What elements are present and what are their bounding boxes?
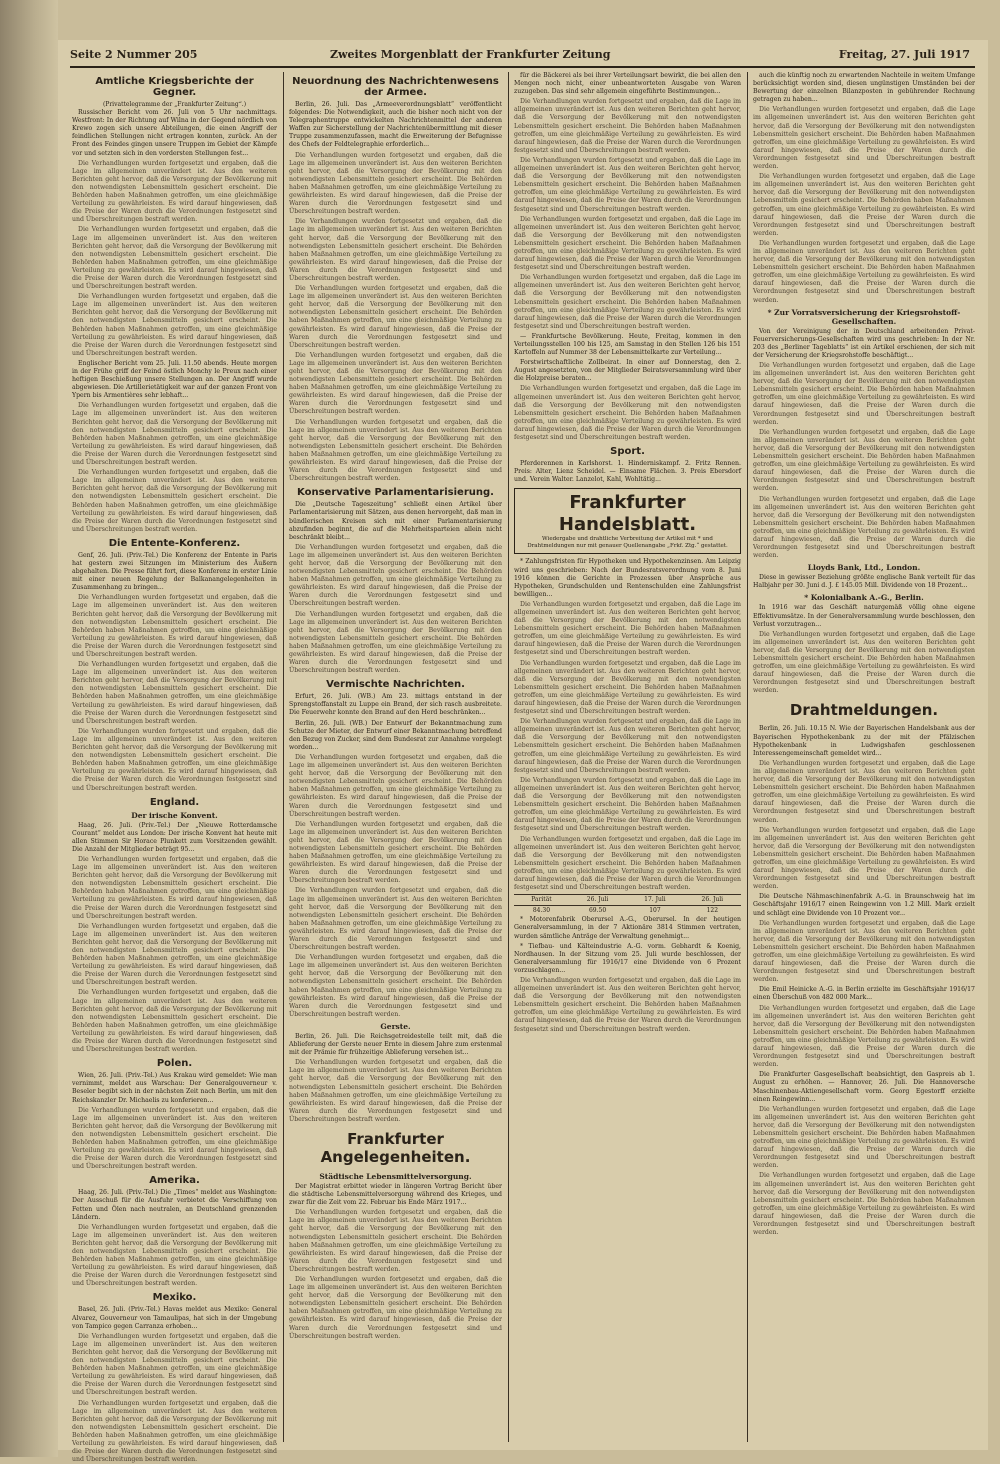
- article-paragraph: * Tiefbau- und Kälteindustrie A.-G. vorm. Gebhardt & Koenig, Nordhausen. In der Sitzung vom 25. Juli wurde beschlossen, der Generalversammlung für 1916/17 eine Dividende von 6 Prozent vorzuschlagen...: [514, 943, 741, 975]
- filler-paragraph: Die Verhandlungen wurden fortgesetzt und ergaben, daß die Lage im allgemeinen unverändert ist. Aus den weiteren Berichten geht hervor, daß die Versorgung der Bevölkerung mit den notwendigsten Lebensmitteln gesichert erscheint. Die Behörden haben Maßnahmen getroffen, um eine gleichmäßige Verteilung zu gewährleisten. Es wird darauf hingewiesen, daß die Preise der Waren durch die Verordnungen festgesetzt sind und Überschreitungen bestraft werden.: [289, 152, 502, 217]
- filler-paragraph: Die Verhandlungen wurden fortgesetzt und ergaben, daß die Lage im allgemeinen unverändert ist. Aus den weiteren Berichten geht hervor, daß die Versorgung der Bevölkerung mit den notwendigsten Lebensmitteln gesichert erscheint. Die Behörden haben Maßnahmen getroffen, um eine gleichmäßige Verteilung zu gewährleisten. Es wird darauf hingewiesen, daß die Preise der Waren durch die Verordnungen festgesetzt sind und Überschreitungen bestraft werden.: [514, 660, 741, 717]
- filler-paragraph: Die Verhandlungen wurden fortgesetzt und ergaben, daß die Lage im allgemeinen unverändert ist. Aus den weiteren Berichten geht hervor, daß die Versorgung der Bevölkerung mit den notwendigsten Lebensmitteln gesichert erscheint. Die Behörden haben Maßnahmen getroffen, um eine gleichmäßige Verteilung zu gewährleisten. Es wird darauf hingewiesen, daß die Preise der Waren durch die Verordnungen festgesetzt sind und Überschreitungen bestraft werden.: [289, 352, 502, 417]
- column-2: [289, 72, 502, 1442]
- table-header-cell: 26. Juli: [569, 895, 626, 906]
- section-heading: Polen.: [72, 1058, 277, 1069]
- filler-paragraph: Die Verhandlungen wurden fortgesetzt und ergaben, daß die Lage im allgemeinen unverändert ist. Aus den weiteren Berichten geht hervor, daß die Versorgung der Bevölkerung mit den notwendigsten Lebensmitteln gesichert erscheint. Die Behörden haben Maßnahmen getroffen, um eine gleichmäßige Verteilung zu gewährleisten. Es wird darauf hingewiesen, daß die Preise der Waren durch die Verordnungen festgesetzt sind und Überschreitungen bestraft werden.: [289, 954, 502, 1019]
- table-row: [514, 895, 741, 906]
- section-heading: Amtliche Kriegsberichte der Gegner.: [72, 76, 277, 98]
- column-divider: [508, 72, 509, 1442]
- article-paragraph: Berlin, 26. Juli. 10.15 N. Wie der Bayerischen Handelsbank aus der Bayerischen Hypothekenbank zu der mit der Pfälzischen Hypothekenbank in Ludwigshafen geschlossenen Interessengemeinschaft gemeldet wird...: [753, 725, 975, 757]
- filler-paragraph: Die Verhandlungen wurden fortgesetzt und ergaben, daß die Lage im allgemeinen unverändert ist. Aus den weiteren Berichten geht hervor, daß die Versorgung der Bevölkerung mit den notwendigsten Lebensmitteln gesichert erscheint. Die Behörden haben Maßnahmen getroffen, um eine gleichmäßige Verteilung zu gewährleisten. Es wird darauf hingewiesen, daß die Preise der Waren durch die Verordnungen festgesetzt sind und Überschreitungen bestraft werden.: [289, 544, 502, 609]
- article-paragraph: Basel, 26. Juli. (Priv.-Tel.) Havas meldet aus Mexiko: General Alvarez, Gouverneur von Tamaulipas, hat sich in der Umgebung von Tampico gegen Carranza erhoben...: [72, 1306, 277, 1330]
- filler-paragraph: Die Verhandlungen wurden fortgesetzt und ergaben, daß die Lage im allgemeinen unverändert ist. Aus den weiteren Berichten geht hervor, daß die Versorgung der Bevölkerung mit den notwendigsten Lebensmitteln gesichert erscheint. Die Behörden haben Maßnahmen getroffen, um eine gleichmäßige Verteilung zu gewährleisten. Es wird darauf hingewiesen, daß die Preise der Waren durch die Verordnungen festgesetzt sind und Überschreitungen bestraft werden.: [753, 1106, 975, 1171]
- article-paragraph: * Zahlungsfristen für Hypotheken und Hypothekenzinsen. Am Leipzig wird uns geschrieben: Nach der Bundesratsverordnung vom 8. Juni 1916 können die Gerichte in Prozessen über Ansprüche aus Hypotheken, Grundschulden und Rentenschulden eine Zahlungsfrist bewilligen...: [514, 558, 741, 598]
- filler-paragraph: Die Verhandlungen wurden fortgesetzt und ergaben, daß die Lage im allgemeinen unverändert ist. Aus den weiteren Berichten geht hervor, daß die Versorgung der Bevölkerung mit den notwendigsten Lebensmitteln gesichert erscheint. Die Behörden haben Maßnahmen getroffen, um eine gleichmäßige Verteilung zu gewährleisten. Es wird darauf hingewiesen, daß die Preise der Waren durch die Verordnungen festgesetzt sind und Überschreitungen bestraft werden.: [289, 1276, 502, 1341]
- filler-paragraph: Die Verhandlungen wurden fortgesetzt und ergaben, daß die Lage im allgemeinen unverändert ist. Aus den weiteren Berichten geht hervor, daß die Versorgung der Bevölkerung mit den notwendigsten Lebensmitteln gesichert erscheint. Die Behörden haben Maßnahmen getroffen, um eine gleichmäßige Verteilung zu gewährleisten. Es wird darauf hingewiesen, daß die Preise der Waren durch die Verordnungen festgesetzt sind und Überschreitungen bestraft werden.: [72, 1107, 277, 1172]
- filler-paragraph: Die Verhandlungen wurden fortgesetzt und ergaben, daß die Lage im allgemeinen unverändert ist. Aus den weiteren Berichten geht hervor, daß die Versorgung der Bevölkerung mit den notwendigsten Lebensmitteln gesichert erscheint. Die Behörden haben Maßnahmen getroffen, um eine gleichmäßige Verteilung zu gewährleisten. Es wird darauf hingewiesen, daß die Preise der Waren durch die Verordnungen festgesetzt sind und Überschreitungen bestraft werden.: [753, 240, 975, 305]
- filler-paragraph: Die Verhandlungen wurden fortgesetzt und ergaben, daß die Lage im allgemeinen unverändert ist. Aus den weiteren Berichten geht hervor, daß die Versorgung der Bevölkerung mit den notwendigsten Lebensmitteln gesichert erscheint. Die Behörden haben Maßnahmen getroffen, um eine gleichmäßige Verteilung zu gewährleisten. Es wird darauf hingewiesen, daß die Preise der Waren durch die Verordnungen festgesetzt sind und Überschreitungen bestraft werden.: [72, 1333, 277, 1398]
- table-cell: 69.50: [569, 906, 626, 917]
- handelsblatt-masthead: [514, 488, 741, 554]
- page-header: [70, 48, 970, 64]
- column-divider: [283, 72, 284, 1442]
- filler-paragraph: Die Verhandlungen wurden fortgesetzt und ergaben, daß die Lage im allgemeinen unverändert ist. Aus den weiteren Berichten geht hervor, daß die Versorgung der Bevölkerung mit den notwendigsten Lebensmitteln gesichert erscheint. Die Behörden haben Maßnahmen getroffen, um eine gleichmäßige Verteilung zu gewährleisten. Es wird darauf hingewiesen, daß die Preise der Waren durch die Verordnungen festgesetzt sind und Überschreitungen bestraft werden.: [753, 362, 975, 427]
- article-paragraph: Wien, 26. Juli. (Priv.-Tel.) Aus Krakau wird gemeldet: Wie man vernimmt, meldet aus Warschau: Der Generalgouverneur v. Beseler begibt sich in der nächsten Zeit nach Berlin, um mit den Reichskanzler Dr. Michaelis zu konferieren...: [72, 1072, 277, 1104]
- table-header-cell: 17. Juli: [626, 895, 683, 906]
- article-paragraph: Die „Deutsche Tageszeitung“ schließt einen Artikel über Parlamentarisierung mit Sätzen, aus denen hervorgeht, daß man in bündlerischen Kreisen sich mit einer Parlamentarisierung abzufinden beginnt, die auf die Mehrheitsparteien allein nicht beschränkt bleibt...: [289, 501, 502, 541]
- filler-paragraph: Die Verhandlungen wurden fortgesetzt und ergaben, daß die Lage im allgemeinen unverändert ist. Aus den weiteren Berichten geht hervor, daß die Versorgung der Bevölkerung mit den notwendigsten Lebensmitteln gesichert erscheint. Die Behörden haben Maßnahmen getroffen, um eine gleichmäßige Verteilung zu gewährleisten. Es wird darauf hingewiesen, daß die Preise der Waren durch die Verordnungen festgesetzt sind und Überschreitungen bestraft werden.: [289, 1059, 502, 1124]
- table-cell: 122: [684, 906, 741, 917]
- filler-paragraph: Die Verhandlungen wurden fortgesetzt und ergaben, daß die Lage im allgemeinen unverändert ist. Aus den weiteren Berichten geht hervor, daß die Versorgung der Bevölkerung mit den notwendigsten Lebensmitteln gesichert erscheint. Die Behörden haben Maßnahmen getroffen, um eine gleichmäßige Verteilung zu gewährleisten. Es wird darauf hingewiesen, daß die Preise der Waren durch die Verordnungen festgesetzt sind und Überschreitungen bestraft werden.: [753, 827, 975, 892]
- filler-paragraph: Die Verhandlungen wurden fortgesetzt und ergaben, daß die Lage im allgemeinen unverändert ist. Aus den weiteren Berichten geht hervor, daß die Versorgung der Bevölkerung mit den notwendigsten Lebensmitteln gesichert erscheint. Die Behörden haben Maßnahmen getroffen, um eine gleichmäßige Verteilung zu gewährleisten. Es wird darauf hingewiesen, daß die Preise der Waren durch die Verordnungen festgesetzt sind und Überschreitungen bestraft werden.: [753, 173, 975, 238]
- article-paragraph: auch die künftig noch zu erwartenden Nachteile in weitem Umfange berücksichtigt worden sind, diesen ungünstigen Umständen bei der Bewertung der einzelnen Bilanzposten in gebührender Rechnung getragen zu haben...: [753, 72, 975, 104]
- filler-paragraph: Die Verhandlungen wurden fortgesetzt und ergaben, daß die Lage im allgemeinen unverändert ist. Aus den weiteren Berichten geht hervor, daß die Versorgung der Bevölkerung mit den notwendigsten Lebensmitteln gesichert erscheint. Die Behörden haben Maßnahmen getroffen, um eine gleichmäßige Verteilung zu gewährleisten. Es wird darauf hingewiesen, daß die Preise der Waren durch die Verordnungen festgesetzt sind und Überschreitungen bestraft werden.: [753, 1005, 975, 1070]
- section-subheading: (Privattelegramme der „Frankfurter Zeitung“.): [72, 101, 277, 109]
- page-number: Seite 2 Nummer 205: [70, 48, 197, 61]
- article-paragraph: Haag, 26. Juli. (Priv.-Tel.) Die „Times“ meldet aus Washington: Der Ausschuß für die Ausfuhr verbietet die Verschiffung von Fetten und Ölen nach neutralen, an Deutschland grenzenden Ländern.: [72, 1189, 277, 1221]
- filler-paragraph: Die Verhandlungen wurden fortgesetzt und ergaben, daß die Lage im allgemeinen unverändert ist. Aus den weiteren Berichten geht hervor, daß die Versorgung der Bevölkerung mit den notwendigsten Lebensmitteln gesichert erscheint. Die Behörden haben Maßnahmen getroffen, um eine gleichmäßige Verteilung zu gewährleisten. Es wird darauf hingewiesen, daß die Preise der Waren durch die Verordnungen festgesetzt sind und Überschreitungen bestraft werden.: [289, 821, 502, 886]
- filler-paragraph: Die Verhandlungen wurden fortgesetzt und ergaben, daß die Lage im allgemeinen unverändert ist. Aus den weiteren Berichten geht hervor, daß die Versorgung der Bevölkerung mit den notwendigsten Lebensmitteln gesichert erscheint. Die Behörden haben Maßnahmen getroffen, um eine gleichmäßige Verteilung zu gewährleisten. Es wird darauf hingewiesen, daß die Preise der Waren durch die Verordnungen festgesetzt sind und Überschreitungen bestraft werden.: [514, 274, 741, 331]
- section-heading: Neuordnung des Nachrichtenwesens der Armee.: [289, 76, 502, 98]
- section-heading: Vermischte Nachrichten.: [289, 679, 502, 690]
- article-paragraph: Die Frankfurter Gasgesellschaft beabsichtigt, den Gaspreis ab 1. August zu erhöhen. — Hannover, 26. Juli. Die Hannoversche Maschinenbau-Aktiengesellschaft vorm. Georg Egestorff erzielte einen Reingewinn...: [753, 1071, 975, 1103]
- filler-paragraph: Die Verhandlungen wurden fortgesetzt und ergaben, daß die Lage im allgemeinen unverändert ist. Aus den weiteren Berichten geht hervor, daß die Versorgung der Bevölkerung mit den notwendigsten Lebensmitteln gesichert erscheint. Die Behörden haben Maßnahmen getroffen, um eine gleichmäßige Verteilung zu gewährleisten. Es wird darauf hingewiesen, daß die Preise der Waren durch die Verordnungen festgesetzt sind und Überschreitungen bestraft werden.: [514, 718, 741, 775]
- table-header-cell: 26. Juli: [684, 895, 741, 906]
- filler-paragraph: Die Verhandlungen wurden fortgesetzt und ergaben, daß die Lage im allgemeinen unverändert ist. Aus den weiteren Berichten geht hervor, daß die Versorgung der Bevölkerung mit den notwendigsten Lebensmitteln gesichert erscheint. Die Behörden haben Maßnahmen getroffen, um eine gleichmäßige Verteilung zu gewährleisten. Es wird darauf hingewiesen, daß die Preise der Waren durch die Verordnungen festgesetzt sind und Überschreitungen bestraft werden.: [72, 402, 277, 467]
- article-paragraph: Berlin, 26. Juli. (WB.) Der Entwurf der Bekanntmachung zum Schutze der Mieter, der Entwurf einer Bekanntmachung betreffend den Bezug von Zucker, sind dem Bundesrat zur Annahme vorgelegt worden...: [289, 720, 502, 752]
- filler-paragraph: Die Verhandlungen wurden fortgesetzt und ergaben, daß die Lage im allgemeinen unverändert ist. Aus den weiteren Berichten geht hervor, daß die Versorgung der Bevölkerung mit den notwendigsten Lebensmitteln gesichert erscheint. Die Behörden haben Maßnahmen getroffen, um eine gleichmäßige Verteilung zu gewährleisten. Es wird darauf hingewiesen, daß die Preise der Waren durch die Verordnungen festgesetzt sind und Überschreitungen bestraft werden.: [289, 754, 502, 819]
- header-rule: [70, 66, 975, 68]
- section-subheading: Der irische Konvent.: [72, 811, 277, 820]
- filler-paragraph: Die Verhandlungen wurden fortgesetzt und ergaben, daß die Lage im allgemeinen unverändert ist. Aus den weiteren Berichten geht hervor, daß die Versorgung der Bevölkerung mit den notwendigsten Lebensmitteln gesichert erscheint. Die Behörden haben Maßnahmen getroffen, um eine gleichmäßige Verteilung zu gewährleisten. Es wird darauf hingewiesen, daß die Preise der Waren durch die Verordnungen festgesetzt sind und Überschreitungen bestraft werden.: [72, 160, 277, 225]
- filler-paragraph: Die Verhandlungen wurden fortgesetzt und ergaben, daß die Lage im allgemeinen unverändert ist. Aus den weiteren Berichten geht hervor, daß die Versorgung der Bevölkerung mit den notwendigsten Lebensmitteln gesichert erscheint. Die Behörden haben Maßnahmen getroffen, um eine gleichmäßige Verteilung zu gewährleisten. Es wird darauf hingewiesen, daß die Preise der Waren durch die Verordnungen festgesetzt sind und Überschreitungen bestraft werden.: [72, 989, 277, 1054]
- filler-paragraph: Die Verhandlungen wurden fortgesetzt und ergaben, daß die Lage im allgemeinen unverändert ist. Aus den weiteren Berichten geht hervor, daß die Versorgung der Bevölkerung mit den notwendigsten Lebensmitteln gesichert erscheint. Die Behörden haben Maßnahmen getroffen, um eine gleichmäßige Verteilung zu gewährleisten. Es wird darauf hingewiesen, daß die Preise der Waren durch die Verordnungen festgesetzt sind und Überschreitungen bestraft werden.: [753, 429, 975, 494]
- filler-paragraph: Die Verhandlungen wurden fortgesetzt und ergaben, daß die Lage im allgemeinen unverändert ist. Aus den weiteren Berichten geht hervor, daß die Versorgung der Bevölkerung mit den notwendigsten Lebensmitteln gesichert erscheint. Die Behörden haben Maßnahmen getroffen, um eine gleichmäßige Verteilung zu gewährleisten. Es wird darauf hingewiesen, daß die Preise der Waren durch die Verordnungen festgesetzt sind und Überschreitungen bestraft werden.: [753, 496, 975, 561]
- article-paragraph: Erfurt, 26. Juli. (WB.) Am 23. mittags entstand in der Sprengstoffanstalt zu Luppe ein Brand, der sich rasch ausbreitete. Die Feuerwehr konnte den Brand auf den Herd beschränken...: [289, 693, 502, 717]
- article-paragraph: Berlin, 26. Juli. Die Reichsgetreidestelle teilt mit, daß die Ablieferung der Gerste neuer Ernte in diesem Jahre zum erstenmal mit der Prämie für frühzeitige Ablieferung versehen ist...: [289, 1033, 502, 1057]
- article-paragraph: Berlin, 26. Juli. Das „Armeeverordnungsblatt“ veröffentlicht folgendes: Die Notwendigkeit, auch die bisher noch nicht von der Telegraphentruppe entwickelten Nachrichtenmittel der anderen Waffen zur Sicherstellung der Nachrichtenübermittlung mit dieser Truppe zusammenzufassen, macht die Erweiterung der Befugnisse des Chefs der Feldtelegraphie erforderlich...: [289, 101, 502, 150]
- paper-edition: Zweites Morgenblatt der Frankfurter Zeitung: [330, 48, 610, 61]
- section-subheading: Städtische Lebensmittelversorgung.: [289, 1172, 502, 1181]
- table-row: [514, 906, 741, 917]
- article-paragraph: Die Emil Heinicke A.-G. in Berlin erzielte im Geschäftsjahr 1916/17 einen Überschuß von 482 000 Mark...: [753, 986, 975, 1002]
- column-3: [514, 72, 741, 1442]
- handelsblatt-notice: Wiedergabe und drahtliche Verbreitung der Artikel mit * und Drahtmeldungen nur mit genauer Quellenangabe „Frkf. Ztg.“ gestattet.: [518, 536, 737, 550]
- column-4: [753, 72, 975, 1442]
- filler-paragraph: Die Verhandlungen wurden fortgesetzt und ergaben, daß die Lage im allgemeinen unverändert ist. Aus den weiteren Berichten geht hervor, daß die Versorgung der Bevölkerung mit den notwendigsten Lebensmitteln gesichert erscheint. Die Behörden haben Maßnahmen getroffen, um eine gleichmäßige Verteilung zu gewährleisten. Es wird darauf hingewiesen, daß die Preise der Waren durch die Verordnungen festgesetzt sind und Überschreitungen bestraft werden.: [514, 216, 741, 273]
- section-subheading: * Zur Vorratsversicherung der Kriegsrohstoff-Gesellschaften.: [753, 308, 975, 326]
- filler-paragraph: Die Verhandlungen wurden fortgesetzt und ergaben, daß die Lage im allgemeinen unverändert ist. Aus den weiteren Berichten geht hervor, daß die Versorgung der Bevölkerung mit den notwendigsten Lebensmitteln gesichert erscheint. Die Behörden haben Maßnahmen getroffen, um eine gleichmäßige Verteilung zu gewährleisten. Es wird darauf hingewiesen, daß die Preise der Waren durch die Verordnungen festgesetzt sind und Überschreitungen bestraft werden.: [514, 836, 741, 893]
- article-paragraph: Russischer Bericht vom 26. Juli von 5 Uhr nachmittags. Westfront: In der Richtung auf Wilna in der Gegend nördlich von Krewo zogen sich unsere Abteilungen, die einen Angriff der feindlichen Stellungen nicht ertragen konnten, zurück. An der Front des Feindes gingen unsere Truppen im Gebiet der Kämpfe vor und setzten sich in den vordersten Stellungen fest...: [72, 109, 277, 158]
- filler-paragraph: Die Verhandlungen wurden fortgesetzt und ergaben, daß die Lage im allgemeinen unverändert ist. Aus den weiteren Berichten geht hervor, daß die Versorgung der Bevölkerung mit den notwendigsten Lebensmitteln gesichert erscheint. Die Behörden haben Maßnahmen getroffen, um eine gleichmäßige Verteilung zu gewährleisten. Es wird darauf hingewiesen, daß die Preise der Waren durch die Verordnungen festgesetzt sind und Überschreitungen bestraft werden.: [289, 285, 502, 350]
- article-paragraph: Der Magistrat erbittet wieder in längeren Vortrag Bericht über die städtische Lebensmittelversorgung während des Krieges, und zwar für die Zeit vom 22. Februar bis Ende März 1917...: [289, 1183, 502, 1207]
- table-cell: 107: [626, 906, 683, 917]
- article-paragraph: Genf, 26. Juli. (Priv.-Tel.) Die Konferenz der Entente in Paris hat gestern zwei Sitzungen im Ministerium des Äußern abgehalten. Die Presse führt fort, diese Konferenz in erster Linie mit einer neuen Regelung der Balkanangelegenheiten in Zusammenhang zu bringen...: [72, 552, 277, 592]
- article-paragraph: * Motorenfabrik Oberursel A.-G., Oberursel. In der heutigen Generalversammlung, in der 7 Aktionäre 3814 Stimmen vertraten, wurden sämtliche Anträge der Verwaltung genehmigt...: [514, 916, 741, 940]
- book-spine-edge: [0, 0, 58, 1457]
- article-paragraph: — Frankfurtsche Bevölkerung. Heute, Freitag, kommen in den Verteilungsstellen 100 bis 125, am Samstag in den Stellen 126 bis 151 Kartoffeln auf Nummer 38 der Lebensmittelkarte zur Verteilung...: [514, 333, 741, 357]
- table-cell: 84.30: [514, 906, 569, 917]
- article-paragraph: Englischer Bericht vom 25. Juli. 11.50 abends. Heute morgen in der Frühe griff der Feind östlich Monchy le Preux nach einer heftigen Beschießung unsere Stellungen an. Der Angriff wurde abgewiesen. Die Artillerietätigkeit war auf der ganzen Front von Ypern bis Armentières sehr lebhaft...: [72, 360, 277, 400]
- table-header-cell: Parität: [514, 895, 569, 906]
- section-heading: Drahtmeldungen.: [753, 701, 975, 719]
- filler-paragraph: Die Verhandlungen wurden fortgesetzt und ergaben, daß die Lage im allgemeinen unverändert ist. Aus den weiteren Berichten geht hervor, daß die Versorgung der Bevölkerung mit den notwendigsten Lebensmitteln gesichert erscheint. Die Behörden haben Maßnahmen getroffen, um eine gleichmäßige Verteilung zu gewährleisten. Es wird darauf hingewiesen, daß die Preise der Waren durch die Verordnungen festgesetzt sind und Überschreitungen bestraft werden.: [753, 631, 975, 696]
- article-paragraph: In 1916 war das Geschäft naturgemäß völlig ohne eigene Effektivumsätze. In der Generalversammlung wurde beschlossen, den Verlust vorzutragen...: [753, 604, 975, 628]
- filler-paragraph: Die Verhandlungen wurden fortgesetzt und ergaben, daß die Lage im allgemeinen unverändert ist. Aus den weiteren Berichten geht hervor, daß die Versorgung der Bevölkerung mit den notwendigsten Lebensmitteln gesichert erscheint. Die Behörden haben Maßnahmen getroffen, um eine gleichmäßige Verteilung zu gewährleisten. Es wird darauf hingewiesen, daß die Preise der Waren durch die Verordnungen festgesetzt sind und Überschreitungen bestraft werden.: [72, 856, 277, 921]
- filler-paragraph: Die Verhandlungen wurden fortgesetzt und ergaben, daß die Lage im allgemeinen unverändert ist. Aus den weiteren Berichten geht hervor, daß die Versorgung der Bevölkerung mit den notwendigsten Lebensmitteln gesichert erscheint. Die Behörden haben Maßnahmen getroffen, um eine gleichmäßige Verteilung zu gewährleisten. Es wird darauf hingewiesen, daß die Preise der Waren durch die Verordnungen festgesetzt sind und Überschreitungen bestraft werden.: [289, 887, 502, 952]
- filler-paragraph: Die Verhandlungen wurden fortgesetzt und ergaben, daß die Lage im allgemeinen unverändert ist. Aus den weiteren Berichten geht hervor, daß die Versorgung der Bevölkerung mit den notwendigsten Lebensmitteln gesichert erscheint. Die Behörden haben Maßnahmen getroffen, um eine gleichmäßige Verteilung zu gewährleisten. Es wird darauf hingewiesen, daß die Preise der Waren durch die Verordnungen festgesetzt sind und Überschreitungen bestraft werden.: [753, 106, 975, 171]
- filler-paragraph: Die Verhandlungen wurden fortgesetzt und ergaben, daß die Lage im allgemeinen unverändert ist. Aus den weiteren Berichten geht hervor, daß die Versorgung der Bevölkerung mit den notwendigsten Lebensmitteln gesichert erscheint. Die Behörden haben Maßnahmen getroffen, um eine gleichmäßige Verteilung zu gewährleisten. Es wird darauf hingewiesen, daß die Preise der Waren durch die Verordnungen festgesetzt sind und Überschreitungen bestraft werden.: [514, 385, 741, 442]
- filler-paragraph: Die Verhandlungen wurden fortgesetzt und ergaben, daß die Lage im allgemeinen unverändert ist. Aus den weiteren Berichten geht hervor, daß die Versorgung der Bevölkerung mit den notwendigsten Lebensmitteln gesichert erscheint. Die Behörden haben Maßnahmen getroffen, um eine gleichmäßige Verteilung zu gewährleisten. Es wird darauf hingewiesen, daß die Preise der Waren durch die Verordnungen festgesetzt sind und Überschreitungen bestraft werden.: [753, 760, 975, 825]
- filler-paragraph: Die Verhandlungen wurden fortgesetzt und ergaben, daß die Lage im allgemeinen unverändert ist. Aus den weiteren Berichten geht hervor, daß die Versorgung der Bevölkerung mit den notwendigsten Lebensmitteln gesichert erscheint. Die Behörden haben Maßnahmen getroffen, um eine gleichmäßige Verteilung zu gewährleisten. Es wird darauf hingewiesen, daß die Preise der Waren durch die Verordnungen festgesetzt sind und Überschreitungen bestraft werden.: [72, 923, 277, 988]
- filler-paragraph: Die Verhandlungen wurden fortgesetzt und ergaben, daß die Lage im allgemeinen unverändert ist. Aus den weiteren Berichten geht hervor, daß die Versorgung der Bevölkerung mit den notwendigsten Lebensmitteln gesichert erscheint. Die Behörden haben Maßnahmen getroffen, um eine gleichmäßige Verteilung zu gewährleisten. Es wird darauf hingewiesen, daß die Preise der Waren durch die Verordnungen festgesetzt sind und Überschreitungen bestraft werden.: [72, 728, 277, 793]
- section-heading: Die Entente-Konferenz.: [72, 538, 277, 549]
- filler-paragraph: Die Verhandlungen wurden fortgesetzt und ergaben, daß die Lage im allgemeinen unverändert ist. Aus den weiteren Berichten geht hervor, daß die Versorgung der Bevölkerung mit den notwendigsten Lebensmitteln gesichert erscheint. Die Behörden haben Maßnahmen getroffen, um eine gleichmäßige Verteilung zu gewährleisten. Es wird darauf hingewiesen, daß die Preise der Waren durch die Verordnungen festgesetzt sind und Überschreitungen bestraft werden.: [289, 611, 502, 676]
- filler-paragraph: Die Verhandlungen wurden fortgesetzt und ergaben, daß die Lage im allgemeinen unverändert ist. Aus den weiteren Berichten geht hervor, daß die Versorgung der Bevölkerung mit den notwendigsten Lebensmitteln gesichert erscheint. Die Behörden haben Maßnahmen getroffen, um eine gleichmäßige Verteilung zu gewährleisten. Es wird darauf hingewiesen, daß die Preise der Waren durch die Verordnungen festgesetzt sind und Überschreitungen bestraft werden.: [289, 218, 502, 283]
- filler-paragraph: Die Verhandlungen wurden fortgesetzt und ergaben, daß die Lage im allgemeinen unverändert ist. Aus den weiteren Berichten geht hervor, daß die Versorgung der Bevölkerung mit den notwendigsten Lebensmitteln gesichert erscheint. Die Behörden haben Maßnahmen getroffen, um eine gleichmäßige Verteilung zu gewährleisten. Es wird darauf hingewiesen, daß die Preise der Waren durch die Verordnungen festgesetzt sind und Überschreitungen bestraft werden.: [514, 777, 741, 834]
- article-paragraph: Diese in gewisser Beziehung größte englische Bank verteilt für das Halbjahr per 30. Juni d. J. £ 145.05 Mill. Dividende von 18 Prozent...: [753, 574, 975, 590]
- column-1: [72, 72, 277, 1442]
- filler-paragraph: Die Verhandlungen wurden fortgesetzt und ergaben, daß die Lage im allgemeinen unverändert ist. Aus den weiteren Berichten geht hervor, daß die Versorgung der Bevölkerung mit den notwendigsten Lebensmitteln gesichert erscheint. Die Behörden haben Maßnahmen getroffen, um eine gleichmäßige Verteilung zu gewährleisten. Es wird darauf hingewiesen, daß die Preise der Waren durch die Verordnungen festgesetzt sind und Überschreitungen bestraft werden.: [72, 1400, 277, 1464]
- filler-paragraph: Die Verhandlungen wurden fortgesetzt und ergaben, daß die Lage im allgemeinen unverändert ist. Aus den weiteren Berichten geht hervor, daß die Versorgung der Bevölkerung mit den notwendigsten Lebensmitteln gesichert erscheint. Die Behörden haben Maßnahmen getroffen, um eine gleichmäßige Verteilung zu gewährleisten. Es wird darauf hingewiesen, daß die Preise der Waren durch die Verordnungen festgesetzt sind und Überschreitungen bestraft werden.: [72, 661, 277, 726]
- section-subheading: * Kolonialbank A.-G., Berlin.: [753, 593, 975, 602]
- section-heading: Frankfurter Angelegenheiten.: [289, 1130, 502, 1166]
- section-heading: England.: [72, 797, 277, 808]
- filler-paragraph: Die Verhandlungen wurden fortgesetzt und ergaben, daß die Lage im allgemeinen unverändert ist. Aus den weiteren Berichten geht hervor, daß die Versorgung der Bevölkerung mit den notwendigsten Lebensmitteln gesichert erscheint. Die Behörden haben Maßnahmen getroffen, um eine gleichmäßige Verteilung zu gewährleisten. Es wird darauf hingewiesen, daß die Preise der Waren durch die Verordnungen festgesetzt sind und Überschreitungen bestraft werden.: [514, 157, 741, 214]
- section-heading: Mexiko.: [72, 1292, 277, 1303]
- filler-paragraph: Die Verhandlungen wurden fortgesetzt und ergaben, daß die Lage im allgemeinen unverändert ist. Aus den weiteren Berichten geht hervor, daß die Versorgung der Bevölkerung mit den notwendigsten Lebensmitteln gesichert erscheint. Die Behörden haben Maßnahmen getroffen, um eine gleichmäßige Verteilung zu gewährleisten. Es wird darauf hingewiesen, daß die Preise der Waren durch die Verordnungen festgesetzt sind und Überschreitungen bestraft werden.: [514, 98, 741, 155]
- section-subheading: Gerste.: [289, 1022, 502, 1031]
- article-paragraph: Von der Vereinigung der in Deutschland arbeitenden Privat-Feuerversicherungs-Gesellschaften wird uns geschrieben: In der Nr. 203 des „Berliner Tageblatts“ ist ein Artikel erschienen, der sich mit der Versicherung der Kriegsrohstoffe beschäftigt...: [753, 328, 975, 360]
- section-heading: Sport.: [514, 446, 741, 457]
- filler-paragraph: Die Verhandlungen wurden fortgesetzt und ergaben, daß die Lage im allgemeinen unverändert ist. Aus den weiteren Berichten geht hervor, daß die Versorgung der Bevölkerung mit den notwendigsten Lebensmitteln gesichert erscheint. Die Behörden haben Maßnahmen getroffen, um eine gleichmäßige Verteilung zu gewährleisten. Es wird darauf hingewiesen, daß die Preise der Waren durch die Verordnungen festgesetzt sind und Überschreitungen bestraft werden.: [72, 594, 277, 659]
- filler-paragraph: Die Verhandlungen wurden fortgesetzt und ergaben, daß die Lage im allgemeinen unverändert ist. Aus den weiteren Berichten geht hervor, daß die Versorgung der Bevölkerung mit den notwendigsten Lebensmitteln gesichert erscheint. Die Behörden haben Maßnahmen getroffen, um eine gleichmäßige Verteilung zu gewährleisten. Es wird darauf hingewiesen, daß die Preise der Waren durch die Verordnungen festgesetzt sind und Überschreitungen bestraft werden.: [72, 293, 277, 358]
- article-paragraph: Die Deutsche Nähmaschinenfabrik A.-G. in Braunschweig hat im Geschäftsjahr 1916/17 einen Reingewinn von 1.2 Mill. Mark erzielt und schlägt eine Dividende von 10 Prozent vor...: [753, 893, 975, 917]
- filler-paragraph: Die Verhandlungen wurden fortgesetzt und ergaben, daß die Lage im allgemeinen unverändert ist. Aus den weiteren Berichten geht hervor, daß die Versorgung der Bevölkerung mit den notwendigsten Lebensmitteln gesichert erscheint. Die Behörden haben Maßnahmen getroffen, um eine gleichmäßige Verteilung zu gewährleisten. Es wird darauf hingewiesen, daß die Preise der Waren durch die Verordnungen festgesetzt sind und Überschreitungen bestraft werden.: [289, 419, 502, 484]
- issue-date: Freitag, 27. Juli 1917: [839, 48, 970, 61]
- section-heading: Amerika.: [72, 1175, 277, 1186]
- filler-paragraph: Die Verhandlungen wurden fortgesetzt und ergaben, daß die Lage im allgemeinen unverändert ist. Aus den weiteren Berichten geht hervor, daß die Versorgung der Bevölkerung mit den notwendigsten Lebensmitteln gesichert erscheint. Die Behörden haben Maßnahmen getroffen, um eine gleichmäßige Verteilung zu gewährleisten. Es wird darauf hingewiesen, daß die Preise der Waren durch die Verordnungen festgesetzt sind und Überschreitungen bestraft werden.: [72, 226, 277, 291]
- column-divider: [747, 72, 748, 1442]
- article-paragraph: Forstwirtschaftliche Zollbeirat. In einer auf Donnerstag, den 2. August angesetzten, von der Mitglieder Beiratsversammlung wird über die Holzpreise beraten...: [514, 359, 741, 383]
- filler-paragraph: Die Verhandlungen wurden fortgesetzt und ergaben, daß die Lage im allgemeinen unverändert ist. Aus den weiteren Berichten geht hervor, daß die Versorgung der Bevölkerung mit den notwendigsten Lebensmitteln gesichert erscheint. Die Behörden haben Maßnahmen getroffen, um eine gleichmäßige Verteilung zu gewährleisten. Es wird darauf hingewiesen, daß die Preise der Waren durch die Verordnungen festgesetzt sind und Überschreitungen bestraft werden.: [72, 1224, 277, 1289]
- filler-paragraph: Die Verhandlungen wurden fortgesetzt und ergaben, daß die Lage im allgemeinen unverändert ist. Aus den weiteren Berichten geht hervor, daß die Versorgung der Bevölkerung mit den notwendigsten Lebensmitteln gesichert erscheint. Die Behörden haben Maßnahmen getroffen, um eine gleichmäßige Verteilung zu gewährleisten. Es wird darauf hingewiesen, daß die Preise der Waren durch die Verordnungen festgesetzt sind und Überschreitungen bestraft werden.: [753, 1172, 975, 1237]
- filler-paragraph: Die Verhandlungen wurden fortgesetzt und ergaben, daß die Lage im allgemeinen unverändert ist. Aus den weiteren Berichten geht hervor, daß die Versorgung der Bevölkerung mit den notwendigsten Lebensmitteln gesichert erscheint. Die Behörden haben Maßnahmen getroffen, um eine gleichmäßige Verteilung zu gewährleisten. Es wird darauf hingewiesen, daß die Preise der Waren durch die Verordnungen festgesetzt sind und Überschreitungen bestraft werden.: [289, 1209, 502, 1274]
- exchange-table: [514, 894, 741, 916]
- section-heading: Konservative Parlamentarisierung.: [289, 487, 502, 498]
- filler-paragraph: Die Verhandlungen wurden fortgesetzt und ergaben, daß die Lage im allgemeinen unverändert ist. Aus den weiteren Berichten geht hervor, daß die Versorgung der Bevölkerung mit den notwendigsten Lebensmitteln gesichert erscheint. Die Behörden haben Maßnahmen getroffen, um eine gleichmäßige Verteilung zu gewährleisten. Es wird darauf hingewiesen, daß die Preise der Waren durch die Verordnungen festgesetzt sind und Überschreitungen bestraft werden.: [72, 469, 277, 534]
- filler-paragraph: Die Verhandlungen wurden fortgesetzt und ergaben, daß die Lage im allgemeinen unverändert ist. Aus den weiteren Berichten geht hervor, daß die Versorgung der Bevölkerung mit den notwendigsten Lebensmitteln gesichert erscheint. Die Behörden haben Maßnahmen getroffen, um eine gleichmäßige Verteilung zu gewährleisten. Es wird darauf hingewiesen, daß die Preise der Waren durch die Verordnungen festgesetzt sind und Überschreitungen bestraft werden.: [753, 920, 975, 985]
- handelsblatt-title: Frankfurter Handelsblatt.: [518, 492, 737, 536]
- article-paragraph: Haag, 26. Juli. (Priv.-Tel.) Der „Nieuwe Rotterdamsche Courant“ meldet aus London: Der irische Konvent hat heute mit allen Stimmen Sir Horace Plunkett zum Vorsitzenden gewählt. Die Anzahl der Mitglieder beträgt 95...: [72, 822, 277, 854]
- filler-paragraph: Die Verhandlungen wurden fortgesetzt und ergaben, daß die Lage im allgemeinen unverändert ist. Aus den weiteren Berichten geht hervor, daß die Versorgung der Bevölkerung mit den notwendigsten Lebensmitteln gesichert erscheint. Die Behörden haben Maßnahmen getroffen, um eine gleichmäßige Verteilung zu gewährleisten. Es wird darauf hingewiesen, daß die Preise der Waren durch die Verordnungen festgesetzt sind und Überschreitungen bestraft werden.: [514, 601, 741, 658]
- article-paragraph: Pferderennen in Karlshorst. 1. Hinderniskampf. 2. Fritz Rennen. Preis: Alter, Lienz Scheidel. — Einsame Flächen. 3. Preis Ebersdorf und. Verein Walter. Lanzelot, Kahl, Wohltätig...: [514, 460, 741, 484]
- section-subheading: Lloyds Bank, Ltd., London.: [753, 563, 975, 572]
- filler-paragraph: Die Verhandlungen wurden fortgesetzt und ergaben, daß die Lage im allgemeinen unverändert ist. Aus den weiteren Berichten geht hervor, daß die Versorgung der Bevölkerung mit den notwendigsten Lebensmitteln gesichert erscheint. Die Behörden haben Maßnahmen getroffen, um eine gleichmäßige Verteilung zu gewährleisten. Es wird darauf hingewiesen, daß die Preise der Waren durch die Verordnungen festgesetzt sind und Überschreitungen bestraft werden.: [514, 977, 741, 1034]
- article-paragraph: für die Bäckerei als bei ihrer Verteilungsart bewirkt, die bei allen den Mengen noch nicht, einer unbeantworteten Ausgabe von Waren zuzugeben. Das sind sehr allgemein eingeführte Bestimmungen...: [514, 72, 741, 96]
